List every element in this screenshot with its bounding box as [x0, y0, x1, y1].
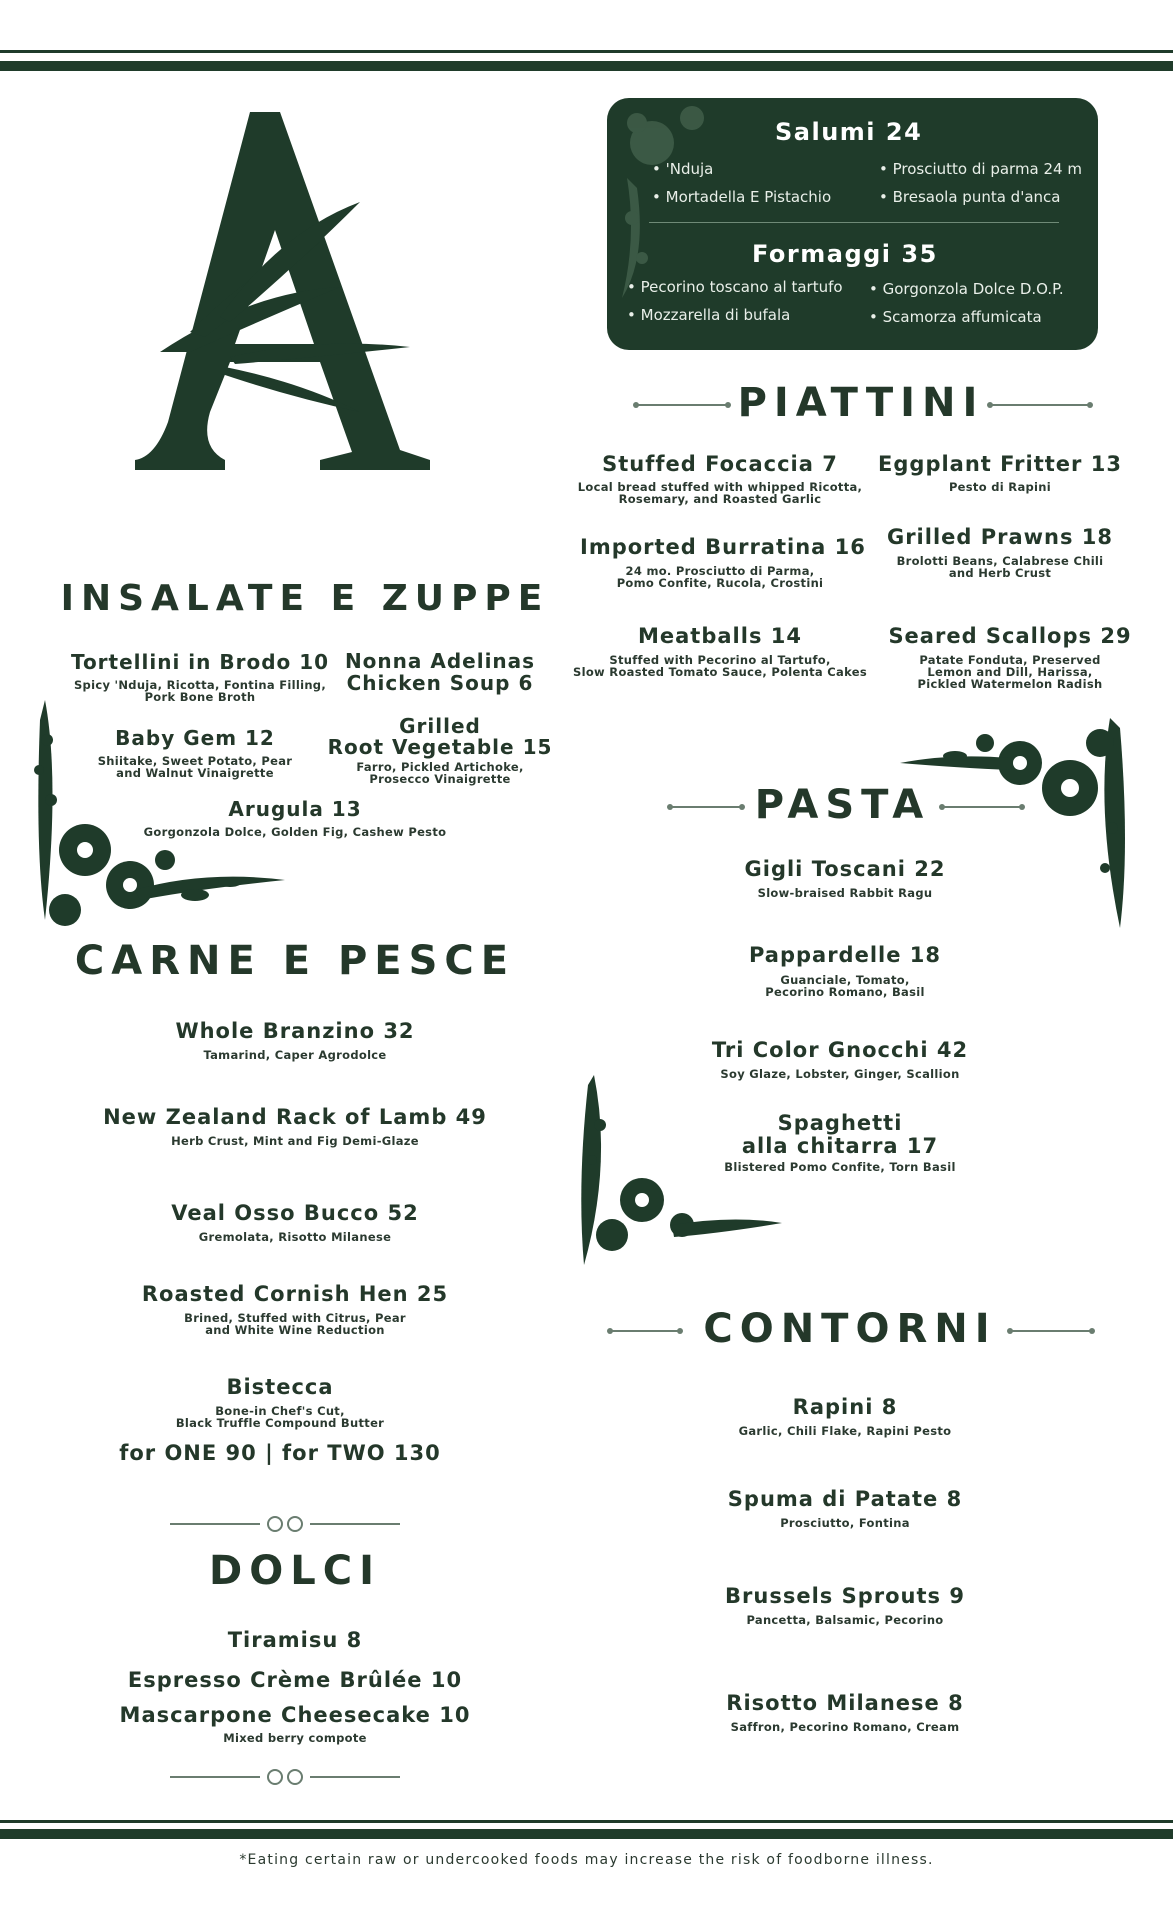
heading-flourish [1010, 1330, 1092, 1332]
menu-item [85, 1105, 505, 1147]
item-name: Arugula 13 [228, 797, 362, 821]
item-desc: Black Truffle Compound Butter [175, 1416, 385, 1430]
section-heading-insalate: INSALATE E ZUPPE [60, 578, 550, 619]
item-name: Meatballs 14 [638, 624, 802, 648]
item-name: Spaghetti [777, 1111, 903, 1135]
item-name: Root Vegetable 15 [327, 735, 553, 759]
menu-item [880, 624, 1140, 690]
item-name: Brussels Sprouts 9 [725, 1584, 965, 1608]
item-desc: Farro, Pickled Artichoke, [356, 760, 524, 774]
logo-letter-a-icon [130, 112, 470, 472]
item-name: Chicken Soup 6 [346, 671, 534, 695]
item-name: Gigli Toscani 22 [744, 857, 946, 881]
item-name: Bistecca [226, 1375, 334, 1399]
formaggi-title: Formaggi 35 [752, 240, 938, 268]
menu-item [340, 650, 540, 694]
item-price: for ONE 90 | for TWO 130 [119, 1441, 441, 1465]
board-item: • Mozzarella di bufala [627, 306, 791, 324]
item-desc: Pesto di Rapini [948, 480, 1052, 494]
menu-item [695, 1691, 995, 1733]
menu-item [680, 1038, 1000, 1080]
item-desc: 24 mo. Prosciutto di Parma, [625, 564, 815, 578]
item-desc: Prosecco Vinaigrette [369, 772, 511, 786]
item-desc: Slow-braised Rabbit Ragu [757, 886, 933, 900]
menu-item [95, 1201, 495, 1243]
item-desc: Blistered Pomo Confite, Torn Basil [724, 1160, 956, 1174]
board-item: • Pecorino toscano al tartufo [627, 278, 843, 296]
menu-item [95, 1019, 495, 1061]
item-name: Grilled Prawns 18 [886, 525, 1114, 549]
menu-item [570, 452, 870, 505]
item-name: Baby Gem 12 [115, 726, 275, 750]
salumi-formaggi-board [607, 98, 1098, 350]
floral-ornament-icon [25, 700, 285, 940]
item-desc: Gremolata, Risotto Milanese [198, 1230, 392, 1244]
item-desc: and White Wine Reduction [205, 1323, 385, 1337]
menu-item [690, 1112, 990, 1173]
disclaimer-text: *Eating certain raw or undercooked foods may increase the risk of foodborne illness. [239, 1852, 934, 1868]
menu-item [870, 452, 1130, 493]
item-desc: Pancetta, Balsamic, Pecorino [746, 1613, 944, 1627]
item-name: Spuma di Patate 8 [727, 1487, 963, 1511]
section-heading-piattini: PIATTINI [737, 380, 985, 426]
divider-ornament-icon [170, 1765, 400, 1789]
item-desc: Patate Fonduta, Preserved [919, 653, 1101, 667]
section-heading-pasta: PASTA [754, 782, 931, 828]
menu-item [695, 1395, 995, 1437]
item-desc: Brolotti Beans, Calabrese Chili [896, 554, 1104, 568]
item-desc: Lemon and Dill, Harissa, [927, 665, 1093, 679]
section-heading-dolci: DOLCI [209, 1548, 381, 1594]
top-rule-thick [0, 61, 1173, 71]
section-heading-carne: CARNE E PESCE [74, 938, 516, 984]
salumi-title: Salumi 24 [775, 118, 923, 146]
item-name: Tortellini in Brodo 10 [70, 650, 330, 674]
heading-flourish [610, 1330, 680, 1332]
item-desc: and Herb Crust [948, 566, 1052, 580]
item-desc: Bone-in Chef's Cut, [215, 1404, 345, 1418]
divider-ornament-icon [170, 1512, 400, 1536]
menu-item [695, 943, 995, 998]
item-desc: Pomo Confite, Rucola, Crostini [616, 576, 824, 590]
item-name: Stuffed Focaccia 7 [602, 452, 838, 476]
item-desc: Rosemary, and Roasted Garlic [618, 492, 822, 506]
item-name: New Zealand Rack of Lamb 49 [103, 1105, 487, 1129]
item-name: Espresso Crème Brûlée 10 [127, 1668, 463, 1692]
item-name: Imported Burratina 16 [580, 535, 866, 559]
board-divider [649, 222, 1059, 223]
item-name: Risotto Milanese 8 [726, 1691, 964, 1715]
item-desc: Brined, Stuffed with Citrus, Pear [184, 1311, 406, 1325]
item-desc: Local bread stuffed with whipped Ricotta, [577, 480, 863, 494]
board-item: • Bresaola punta d'anca [879, 188, 1061, 206]
section-heading-contorni: CONTORNI [703, 1306, 997, 1352]
item-name: Nonna Adelinas [344, 649, 536, 673]
item-desc: and Walnut Vinaigrette [116, 766, 274, 780]
board-item: • Scamorza affumicata [869, 308, 1042, 326]
board-item: • 'Nduja [652, 160, 714, 178]
item-desc: Mixed berry compote [223, 1731, 367, 1745]
item-name: Mascarpone Cheesecake 10 [119, 1703, 471, 1727]
item-desc: Gorgonzola Dolce, Golden Fig, Cashew Pesto [143, 825, 447, 839]
heading-flourish [942, 806, 1022, 808]
menu-item [145, 1628, 445, 1652]
item-desc: Garlic, Chili Flake, Rapini Pesto [738, 1424, 952, 1438]
menu-item [695, 1487, 995, 1529]
item-desc: Guanciale, Tomato, [780, 973, 910, 987]
floral-ornament-icon [900, 718, 1130, 938]
item-name: alla chitarra 17 [741, 1134, 939, 1158]
item-desc: Soy Glaze, Lobster, Ginger, Scallion [720, 1067, 960, 1081]
board-item: • Prosciutto di parma 24 m [879, 160, 1082, 178]
menu-item [320, 716, 560, 785]
item-desc: Herb Crust, Mint and Fig Demi-Glaze [171, 1134, 419, 1148]
item-name: Tiramisu 8 [227, 1628, 363, 1652]
item-name: Whole Branzino 32 [175, 1019, 415, 1043]
menu-item [115, 1703, 475, 1744]
item-name: Roasted Cornish Hen 25 [141, 1282, 449, 1306]
top-rule-thin [0, 50, 1173, 53]
menu-item [695, 857, 995, 899]
item-name: Veal Osso Bucco 52 [171, 1201, 419, 1225]
menu-item [570, 624, 870, 678]
heading-flourish [670, 806, 742, 808]
item-desc: Pickled Watermelon Radish [917, 677, 1103, 691]
item-name: Grilled [399, 714, 481, 738]
item-desc: Stuffed with Pecorino al Tartufo, [609, 653, 831, 667]
menu-item [580, 535, 866, 590]
item-desc: Saffron, Pecorino Romano, Cream [730, 1720, 960, 1734]
menu-item [115, 1668, 475, 1692]
item-desc: Pecorino Romano, Basil [765, 985, 925, 999]
heading-flourish [636, 404, 728, 406]
board-item: • Gorgonzola Dolce D.O.P. [869, 280, 1064, 298]
bottom-rule-thick [0, 1829, 1173, 1839]
menu-item [95, 1282, 495, 1336]
menu-item [870, 525, 1130, 579]
item-desc: Slow Roasted Tomato Sauce, Polenta Cakes [573, 665, 867, 679]
item-desc: Shiitake, Sweet Potato, Pear [97, 754, 293, 768]
item-desc: Spicy 'Nduja, Ricotta, Fontina Filling, [73, 678, 327, 692]
item-desc: Tamarind, Caper Agrodolce [203, 1048, 387, 1062]
menu-item [95, 1375, 465, 1465]
menu-item [60, 650, 340, 703]
item-name: Pappardelle 18 [748, 943, 942, 967]
item-desc: Prosciutto, Fontina [780, 1516, 910, 1530]
item-name: Tri Color Gnocchi 42 [711, 1038, 969, 1062]
item-name: Rapini 8 [792, 1395, 898, 1419]
item-desc: Pork Bone Broth [144, 690, 256, 704]
board-item: • Mortadella E Pistachio [652, 188, 832, 206]
bottom-rule-thin [0, 1820, 1173, 1823]
item-name: Seared Scallops 29 [888, 624, 1132, 648]
menu-item [695, 1584, 995, 1626]
item-name: Eggplant Fritter 13 [878, 452, 1122, 476]
heading-flourish [990, 404, 1090, 406]
